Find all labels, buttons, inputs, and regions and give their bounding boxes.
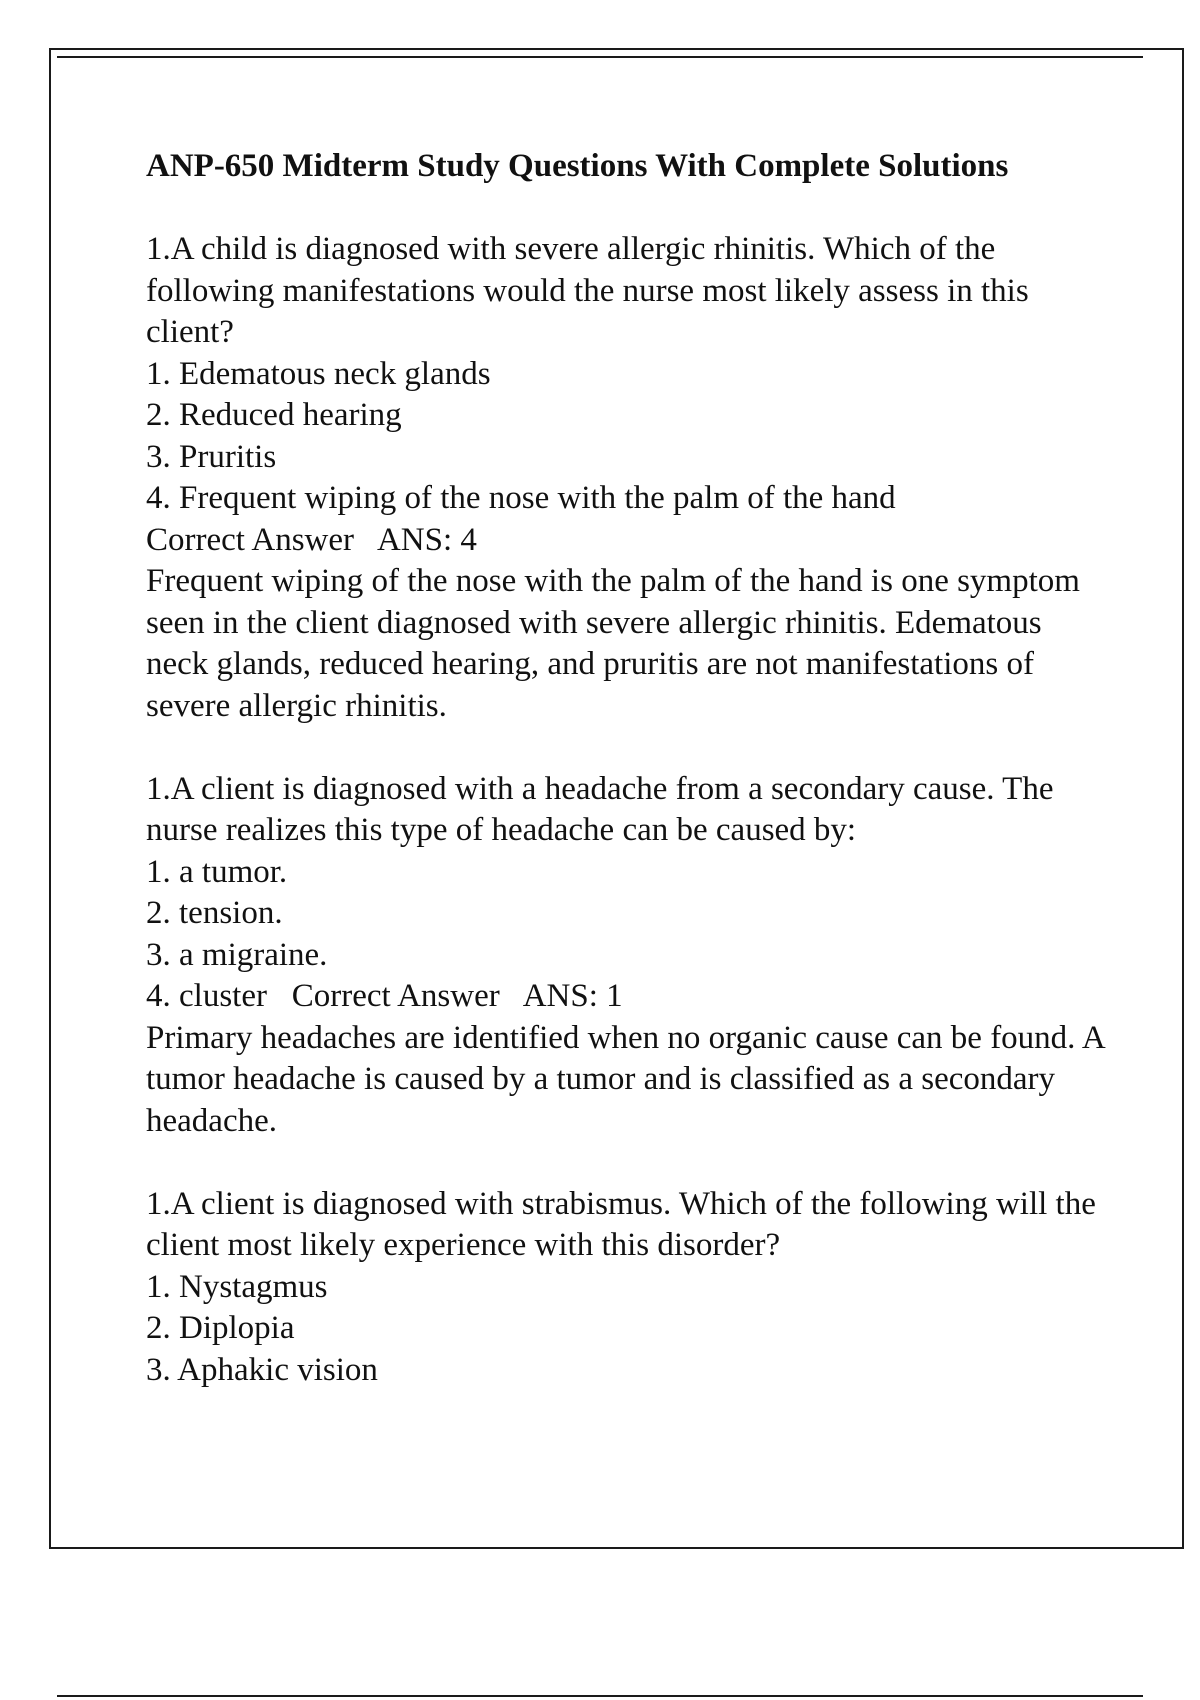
correct-answer-line xyxy=(146,520,1106,562)
correct-answer-label: Correct Answer xyxy=(291,978,500,1014)
question-block xyxy=(146,1184,1106,1392)
bottom-rule xyxy=(57,1695,1143,1697)
correct-answer-value: ANS: 1 xyxy=(522,978,623,1014)
answer-option: 1. a tumor. xyxy=(146,853,288,890)
answer-option: 3. Pruritis xyxy=(146,438,277,475)
question-block xyxy=(146,229,1106,727)
question-stem: 1.A client is diagnosed with a headache from a secondary cause. The nurse realizes this type of headache can be caused by: xyxy=(146,770,1054,848)
answer-option: 3. Aphakic vision xyxy=(146,1351,378,1388)
correct-answer-line xyxy=(146,976,1106,1018)
document-title: ANP-650 Midterm Study Questions With Complete Solutions xyxy=(146,148,1009,184)
answer-option: 1. Edematous neck glands xyxy=(146,355,491,392)
answer-rationale: Primary headaches are identified when no organic cause can be found. A tumor headache is caused by a tumor and is classified as a secondary headache. xyxy=(146,1019,1104,1139)
top-rule xyxy=(57,56,1143,58)
answer-rationale: Frequent wiping of the nose with the palm of the hand is one symptom seen in the client diagnosed with severe allergic rhinitis. Edematous neck glands, reduced hearing, and pruritis are not manifestations of severe allergic rhinitis. xyxy=(146,563,1080,724)
answer-option: 2. Diplopia xyxy=(146,1310,295,1346)
answer-option: 4. cluster xyxy=(146,978,267,1014)
question-stem: 1.A client is diagnosed with strabismus. Which of the following will the client most likely experience with this disorder? xyxy=(146,1185,1096,1263)
answer-option: 3. a migraine. xyxy=(146,936,328,973)
question-stem: 1.A child is diagnosed with severe allergic rhinitis. Which of the following manifestations would the nurse most likely assess in this client? xyxy=(146,231,1029,350)
correct-answer-value: ANS: 4 xyxy=(376,521,477,558)
answer-option: 2. Reduced hearing xyxy=(146,397,402,433)
document-body xyxy=(146,146,1106,1433)
answer-option: 1. Nystagmus xyxy=(146,1268,328,1305)
correct-answer-label: Correct Answer xyxy=(146,521,355,558)
question-block xyxy=(146,769,1106,1143)
answer-option: 2. tension. xyxy=(146,895,283,931)
answer-option: 4. Frequent wiping of the nose with the palm of the hand xyxy=(146,480,896,516)
